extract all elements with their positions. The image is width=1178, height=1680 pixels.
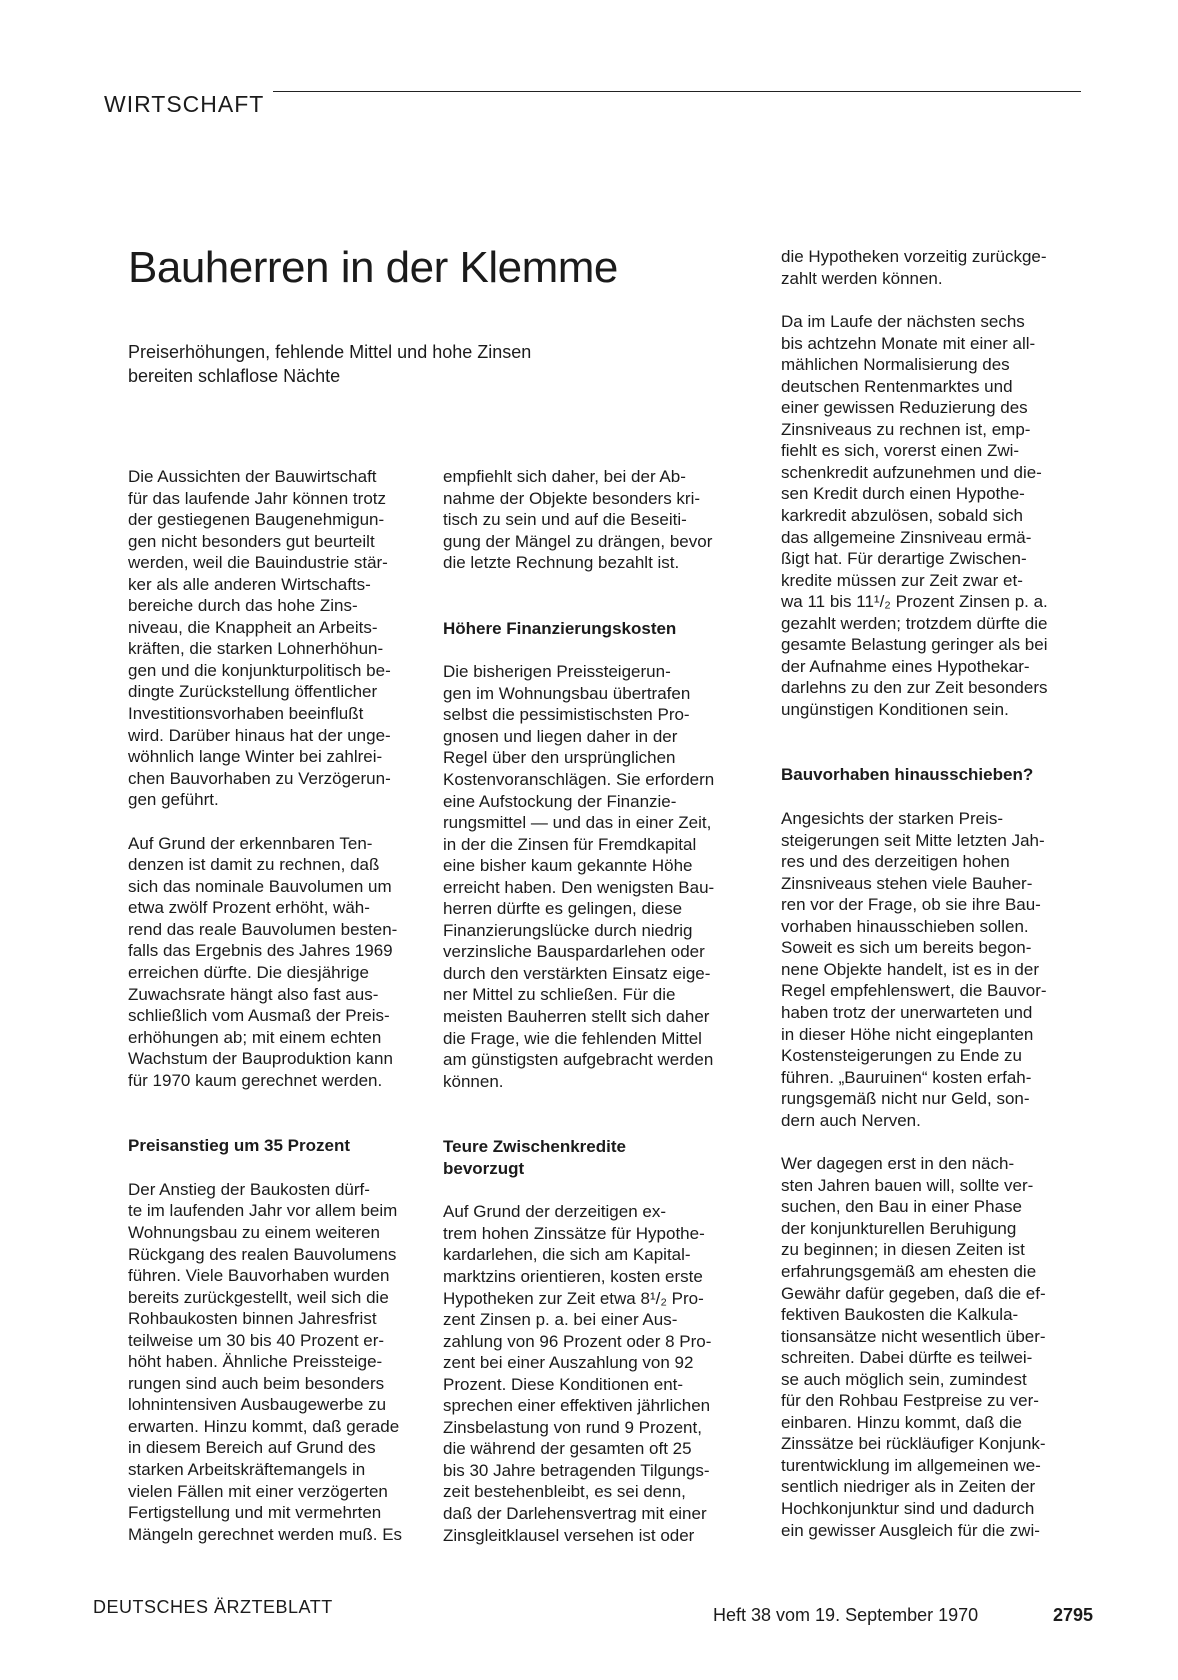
article-subtitle: Preiserhöhungen, fehlende Mittel und hohe Zinsen bereiten schlaflose Nächte bbox=[128, 342, 532, 386]
section-label: WIRTSCHAFT bbox=[104, 91, 265, 117]
paragraph: Der Anstieg der Baukosten dürf- te im laufenden Jahr vor allem beim Wohnungsbau zu einem weiteren Rückgang des realen Bauvolumens führen. Viele Bauvorhaben wurden bereits zurückgestellt, weil sich die Rohbaukosten binnen Jahresfrist teilweise um 30 bis 40 Prozent er- höht haben. Ähnliche Preissteige- rungen sind auch beim besonders lohnintensiven Ausbaugewerbe zu erwarten. Hinzu kommt, daß gerade in diesem Bereich auf Grund des starken Arbeitskräftemangels in vielen Fällen mit einer verzögerten Fertigstellung und mit vermehrten Mängeln gerechnet werden muß. Es bbox=[128, 1179, 403, 1544]
subheading: Bauvorhaben hinausschieben? bbox=[781, 765, 1034, 785]
publication-name: DEUTSCHES ÄRZTEBLATT bbox=[93, 1597, 333, 1617]
article-title: Bauherren in der Klemme bbox=[128, 243, 618, 292]
paragraph: empfiehlt sich daher, bei der Ab- nahme der Objekte besonders kri- tisch zu sein und auf die Beseiti- gung der Mängel zu drängen, bevor die letzte Rechnung bezahlt ist. bbox=[443, 467, 713, 573]
subheading: Preisanstieg um 35 Prozent bbox=[128, 1136, 351, 1156]
column-2 bbox=[443, 466, 756, 1546]
column-1 bbox=[128, 466, 418, 1545]
header-rule bbox=[273, 91, 1081, 92]
subheading: Teure Zwischenkredite bevorzugt bbox=[443, 1137, 626, 1178]
paragraph: Auf Grund der erkennbaren Ten- denzen ist damit zu rechnen, daß sich das nominale Bauvolumen um etwa zwölf Prozent erhöht, wäh- rend das reale Bauvolumen besten- falls das Ergebnis des Jahres 1969 erreichen dürfte. Die diesjährige Zuwachsrate hängt also fast aus- schließlich vom Ausmaß der Preis- erhöhungen ab; mit einem echten Wachstum der Bauproduktion kann für 1970 kaum gerechnet werden. bbox=[128, 833, 398, 1090]
paragraph: Auf Grund der derzeitigen ex- trem hohen Zinssätze für Hypothe- kardarlehen, die sich am Kapital- marktzins orientieren, kosten erste Hypotheken zur Zeit etwa 8¹/₂ Pro- zent Zinsen p. a. bei einer Aus- zahlung von 96 Prozent oder 8 Pro- zent bei einer Auszahlung von 92 Prozent. Diese Konditionen ent- sprechen einer effektiven jährlichen Zinsbelastung von rund 9 Prozent, die während der gesamten oft 25 bis 30 Jahre betragenden Tilgungs- zeit bestehenbleibt, es sei denn, daß der Darlehensvertrag mit einer Zinsgleitklausel versehen ist oder bbox=[443, 1202, 712, 1545]
column-3 bbox=[781, 246, 1095, 1541]
page-number: 2795 bbox=[1053, 1605, 1094, 1625]
paragraph: Die Aussichten der Bauwirtschaft für das laufende Jahr können trotz der gestiegenen Baugenehmigun- gen nicht besonders gut beurteilt werden, weil die Bauindustrie stär- ker als alle anderen Wirtschafts- bereiche durch das hohe Zins- niveau, die Knappheit an Arbeits- kräften, die starken Lohnerhöhun- gen und die konjunkturpolitisch be- dingte Zurückstellung öffentlicher Investitionsvorhaben beeinflußt wird. Darüber hinaus hat der unge- wöhnlich lange Winter bei zahlrei- chen Bauvorhaben zu Verzögerun- gen geführt. bbox=[128, 467, 391, 810]
paragraph: Angesichts der starken Preis- steigerungen seit Mitte letzten Jah- res und des derzeitigen hohen Zinsniveaus stehen viele Bauher- ren vor der Frage, ob sie ihre Bau- vorhaben hinausschieben sollen. Soweit es sich um bereits begon- nene Objekte handelt, ist es in der Regel empfehlenswert, die Bauvor- haben trotz der unerwarteten und in dieser Höhe nicht eingeplanten Kostensteigerungen zu Ende zu führen. „Bauruinen“ kosten erfah- rungsgemäß nicht nur Geld, son- dern auch Nerven. bbox=[781, 809, 1047, 1130]
paragraph: Da im Laufe der nächsten sechs bis achtzehn Monate mit einer all- mählichen Normalisierung des deutschen Rentenmarktes und einer gewissen Reduzierung des Zinsniveaus zu rechnen ist, emp- fiehlt es sich, vorerst einen Zwi- schenkredit aufzunehmen und die- sen Kredit durch einen Hypothe- karkredit abzulösen, sobald sich das allgemeine Zinsniveau ermä- ßigt hat. Für derartige Zwischen- kredite müssen zur Zeit zwar et- wa 11 bis 11¹/₂ Prozent Zinsen p. a. gezahlt werden; trotzdem dürfte die gesamte Belastung geringer als bei der Aufnahme eines Hypothekar- darlehns zu den zur Zeit besonders ungünstigen Konditionen sein. bbox=[781, 312, 1048, 719]
issue-info: Heft 38 vom 19. September 1970 bbox=[713, 1605, 979, 1625]
paragraph: die Hypotheken vorzeitig zurückge- zahlt werden können. bbox=[781, 247, 1047, 288]
paragraph: Wer dagegen erst in den näch- sten Jahren bauen will, sollte ver- suchen, den Bau in einer Phase der konjunkturellen Beruhigung zu beginnen; in diesen Zeiten ist erfahrungsgemäß am ehesten die Gewähr dafür gegeben, daß die ef- fektiven Baukosten die Kalkula- tionsansätze nicht wesentlich über- schreiten. Dabei dürfte es teilwei- se auch möglich sein, zumindest für den Rohbau Festpreise zu ver- einbaren. Hinzu kommt, daß die Zinssätze bei rückläufiger Konjunk- turentwicklung im allgemeinen we- sentlich niedriger als in Zeiten der Hochkonjunktur sind und dadurch ein gewisser Ausgleich für die zwi- bbox=[781, 1154, 1046, 1540]
paragraph: Die bisherigen Preissteigerun- gen im Wohnungsbau übertrafen selbst die pessimistischsten Pro- gnosen und liegen daher in der Regel über den ursprünglichen Kostenvoranschlägen. Sie erfordern eine Aufstockung der Finanzie- rungsmittel — und das in einer Zeit, in der die Zinsen für Fremdkapital eine bisher kaum gekannte Höhe erreicht haben. Den wenigsten Bau- herren dürfte es gelingen, diese Finanzierungslücke durch niedrig verzinsliche Bauspardarlehen oder durch den verstärkten Einsatz eige- ner Mittel zu schließen. Für die meisten Bauherren stellt sich daher die Frage, wie die fehlenden Mittel am günstigsten aufgebracht werden können. bbox=[443, 662, 715, 1091]
subheading: Höhere Finanzierungskosten bbox=[443, 618, 677, 638]
